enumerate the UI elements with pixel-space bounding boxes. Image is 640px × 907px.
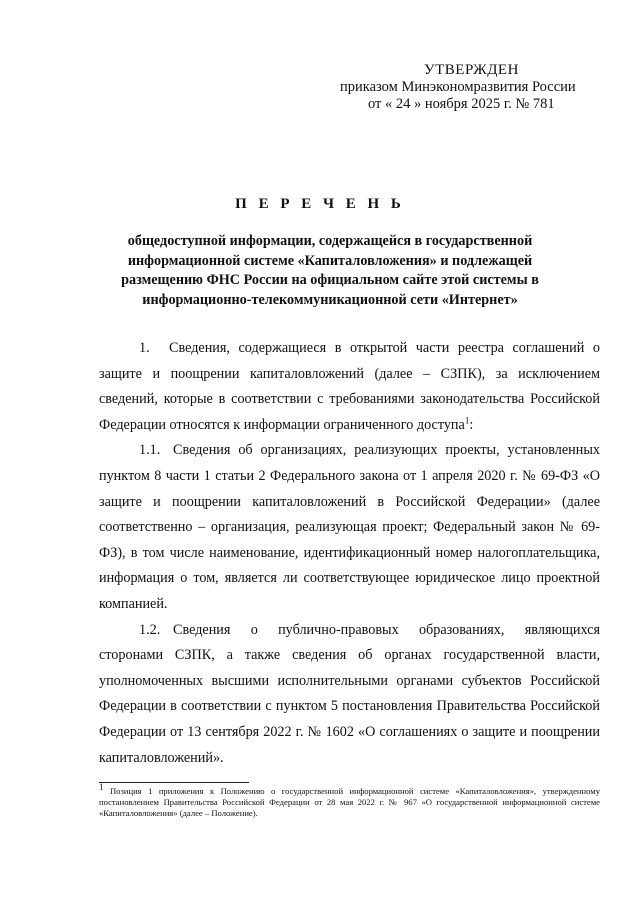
footnote-separator [99,782,249,783]
item-number: 1.1. [139,442,161,459]
footnote [99,782,600,820]
item-text: Сведения об организациях, реализующих проекты, установленных пунктом 8 части 1 статьи 2 Федерального закона от 1 апреля 2020 г. № 69-ФЗ «О защите и поощрении капиталовложений в Российской Федерации» (далее соответственно – организация, реализующая проект; Федеральный закон № 69-ФЗ), в том числе наименование, идентификационный номер налогоплательщика, информация о том, является ли соответствующее юридическое лицо проектной компанией. [99,442,600,612]
item-text: Сведения о публично-правовых образованиях, являющихся сторонами СЗПК, а также сведения об органах государственной власти, уполномоченных высшими исполнительными органами субъектов Российской Федерации в соответствии с пунктом 5 постановления Правительства Российской Федерации от 13 сентября 2022 г. № 1602 «О соглашениях о защите и поощрении капиталовложений». [99,621,600,766]
document-body [99,336,600,771]
approval-heading: УТВЕРЖДЕН [424,62,519,78]
list-item [99,336,600,438]
document-title: П Е Р Е Ч Е Н Ь [235,196,405,212]
approval-issuer: приказом Минэкономразвития России [340,79,576,95]
item-text: Сведения, содержащиеся в открытой части реестра соглашений о защите и поощрении капиталовложений (далее – СЗПК), за исключением сведений, которые в соответствии с требованиями законодательства Российской Федерации относятся к информации ограниченного доступа [99,340,600,433]
item-number: 1.2. [139,621,161,638]
item-number: 1. [139,340,150,356]
item-tail: : [469,416,474,433]
approval-stamp [340,62,600,113]
approval-date-number: от « 24 » ноября 2025 г. № 781 [368,96,555,112]
footnote-ref: 1 [464,415,470,426]
document-subtitle: общедоступной информации, содержащейся в государственной информационной системе «Капиталовложения» и подлежащей размещению ФНС России на официальном сайте этой системы в информационно-телекоммуникационной сети «Интернет» [121,233,539,308]
footnote-text: Позиция 1 приложения к Положению о государственной информационной системе «Капиталовложения», утвержденному постановлением Правительства Российской Федерации от 28 мая 2022 г. № 967 «О государственной информационной системе «Капиталовложения» (далее – Положение). [99,786,600,819]
list-item [99,618,600,772]
list-item [99,438,600,617]
footnote-mark: 1 [99,782,104,793]
